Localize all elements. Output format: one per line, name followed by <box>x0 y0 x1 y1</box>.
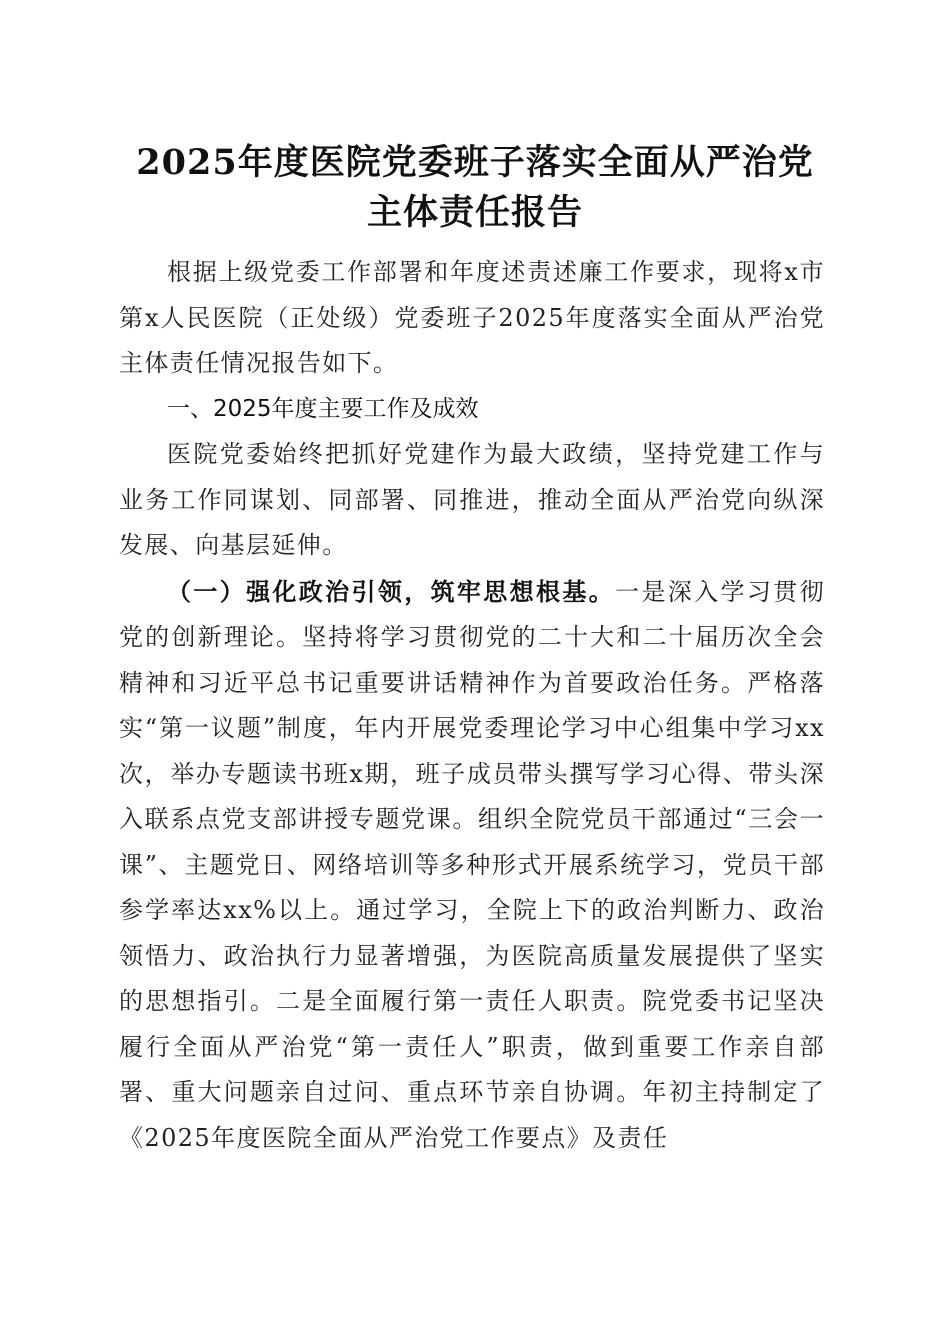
subsection-heading: （一）强化政治引领，筑牢思想根基。 <box>167 576 616 606</box>
section-heading: 一、2025年度主要工作及成效 <box>167 395 479 422</box>
document-body <box>119 250 825 1161</box>
document-title: 2025年度医院党委班子落实全面从严治党主体责任报告 <box>136 142 814 233</box>
overview-paragraph: 医院党委始终把抓好党建作为最大政绩，坚持党建工作与业务工作同谋划、同部署、同推进，推动全面从严治党向纵深发展、向基层延伸。 <box>119 440 825 559</box>
subsection-body: 一是深入学习贯彻党的创新理论。坚持将学习贯彻党的二十大和二十届历次全会精神和习近平总书记重要讲话精神作为首要政治任务。严格落实“第一议题”制度，年内开展党委理论学习中心组集中学习xx次，举办专题读书班x期，班子成员带头撰写学习心得、带头深入联系点党支部讲授专题党课。组织全院党员干部通过“三会一课”、主题党日、网络培训等多种形式开展系统学习，党员干部参学率达xx%以上。通过学习，全院上下的政治判断力、政治领悟力、政治执行力显著增强，为医院高质量发展提供了坚实的思想指引。二是全面履行第一责任人职责。院党委书记坚决履行全面从严治党“第一责任人”职责，做到重要工作亲自部署、重大问题亲自过问、重点环节亲自协调。年初主持制定了《2025年度医院全面从严治党工作要点》及责任 <box>119 577 825 1152</box>
intro-paragraph: 根据上级党委工作部署和年度述责述廉工作要求，现将x市第x人民医院（正处级）党委班子2025年度落实全面从严治党主体责任情况报告如下。 <box>119 258 825 377</box>
subsection-paragraph <box>119 569 825 1162</box>
